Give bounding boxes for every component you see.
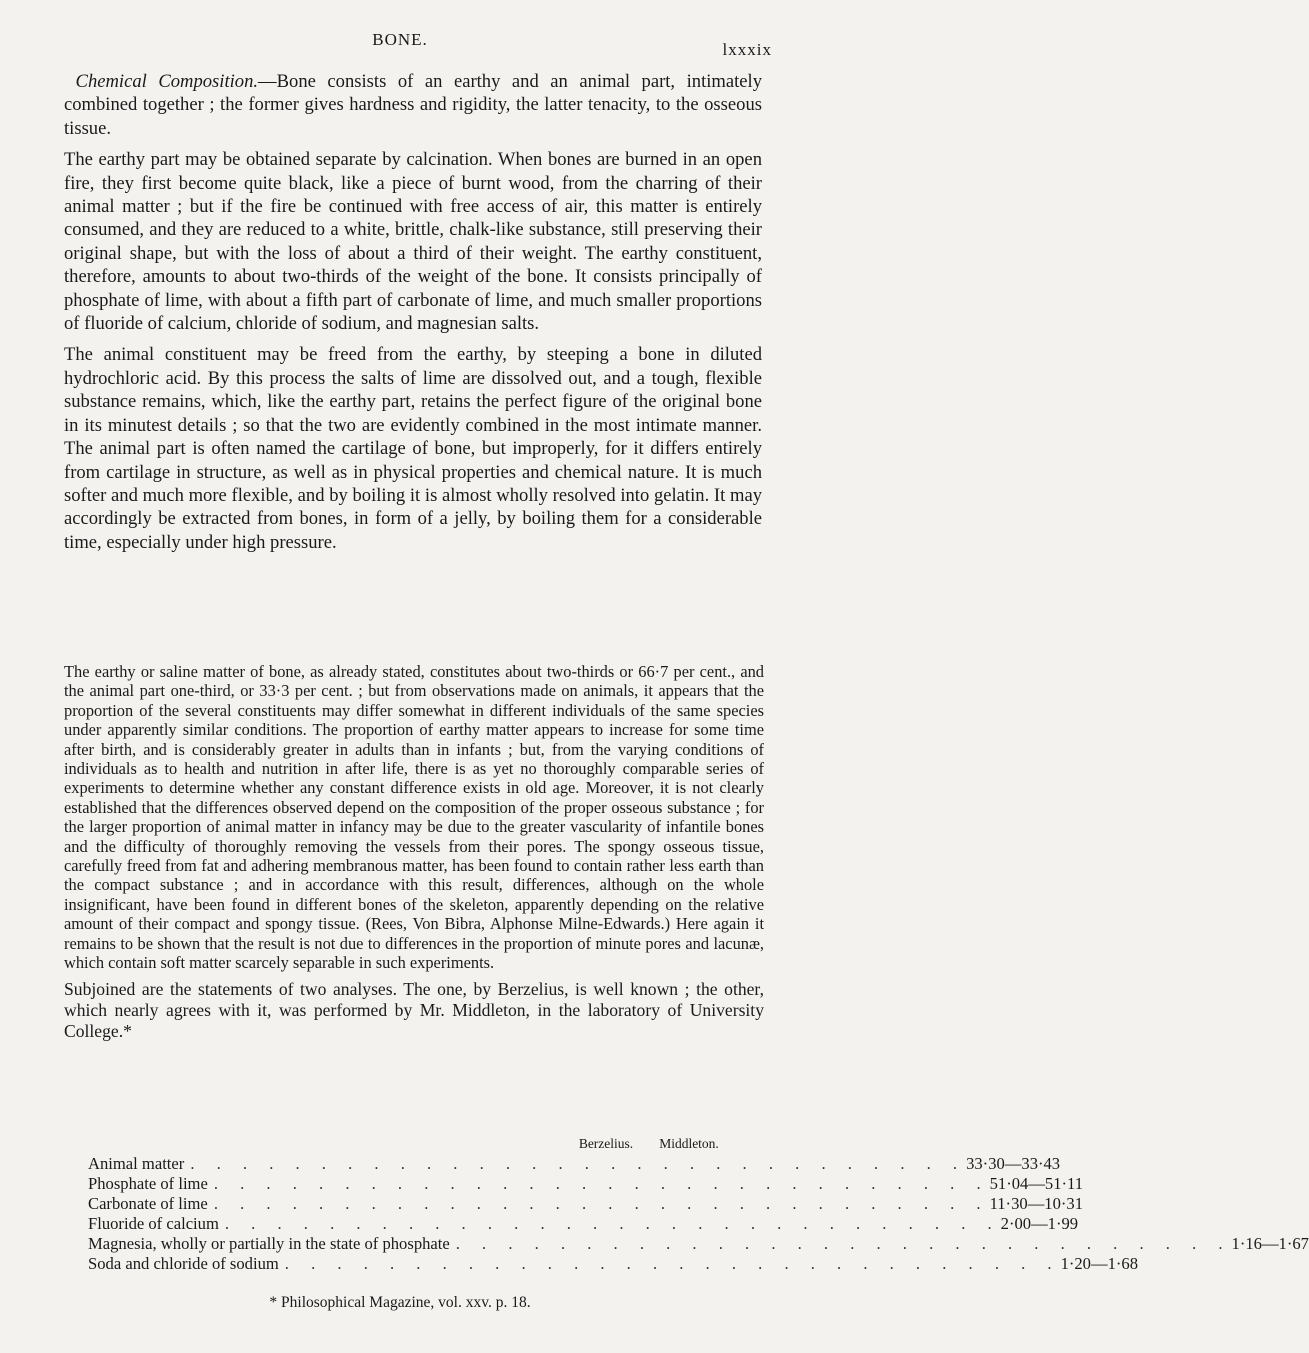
table-row xyxy=(88,1254,1138,1274)
analysis-table-header xyxy=(88,1136,732,1152)
analysis-table xyxy=(88,1136,1309,1274)
leader-dots: . . . . . . . . . . . . . . . . . . . . . . . . . . . . . . xyxy=(190,1154,967,1173)
leader-dots: . . . . . . . . . . . . . . . . . . . . . . . . . . . . . . xyxy=(213,1174,990,1193)
middleton-value: 10·31 xyxy=(1044,1194,1083,1213)
constituent-label: Fluoride of calcium xyxy=(88,1214,219,1233)
dash-separator: — xyxy=(1004,1154,1022,1173)
leader-dots: . . . . . . . . . . . . . . . . . . . . . . . . . . . . . . xyxy=(224,1214,1001,1233)
table-row xyxy=(88,1214,1079,1234)
constituent-label: Magnesia, wholly or partially in the state of phosphate xyxy=(88,1234,450,1253)
leader-dots: . . . . . . . . . . . . . . . . . . . . . . . . . . . . . . xyxy=(213,1194,990,1213)
paragraph-earthy-part: The earthy part may be obtained separate by calcination. When bones are burned in an open fire, they first become quite black, like a piece of burnt wood, from the charring of their animal matter ; but if the fire be continued with free access of air, this matter is entirely consumed, and they are reduced to a white, brittle, chalk-like substance, still preserving their original shape, but with the loss of about a third of their weight. The earthy constituent, therefore, amounts to about two-thirds of the weight of the bone. It consists principally of phosphate of lime, with about a fifth part of carbonate of lime, and much smaller proportions of fluoride of calcium, chloride of sodium, and magnesian salts. xyxy=(64,149,762,335)
constituent-label: Animal matter xyxy=(88,1154,185,1173)
column-header-middleton: Middleton. xyxy=(659,1136,719,1151)
berzelius-value: 1·20 xyxy=(1060,1254,1091,1273)
table-row xyxy=(88,1234,1309,1254)
dash-separator: — xyxy=(1031,1214,1048,1233)
running-head: BONE. xyxy=(372,30,428,49)
paragraph-intro-text: —Bone consists of an earthy and an animal part, intimately combined together ; the former gives hardness and rigidity, the latter tenacity, to the osseous tissue. xyxy=(64,71,762,139)
middleton-value: 33·43 xyxy=(1021,1154,1061,1173)
middleton-value: 51·11 xyxy=(1044,1174,1084,1193)
chemical-composition-section xyxy=(64,70,762,562)
berzelius-value: 51·04 xyxy=(989,1174,1029,1193)
dash-separator: — xyxy=(1090,1254,1108,1273)
table-row xyxy=(88,1154,1061,1174)
small-print-section xyxy=(64,662,764,1048)
dash-separator: — xyxy=(1261,1234,1279,1253)
constituent-label: Phosphate of lime xyxy=(88,1174,208,1193)
paragraph-saline-matter: The earthy or saline matter of bone, as already stated, constitutes about two-thirds or 66·7 per cent., and the animal part one-third, or 33·3 per cent. ; but from observations made on animals, it appears that the proportion of the several constituents may differ somewhat in different individuals of the same species under apparently similar conditions. The proportion of earthy matter appears to increase for some time after birth, and is considerably greater in adults than in infants ; but, from the varying conditions of individuals as to health and nutrition in after life, there is as yet no thoroughly comparable series of experiments to determine whether any constant difference exists in old age. Moreover, it is not clearly established that the differences observed depend on the composition of the proper osseous substance ; for the larger proportion of animal matter in infancy may be due to the greater vascularity of infantile bones and the difficulty of thoroughly removing the vessels from their pores. The spongy osseous tissue, carefully freed from fat and adhering membranous matter, has been found to contain rather less earth than the compact substance ; and in accordance with this result, differences, although on the whole insignificant, have been found in different bones of the skeleton, apparently depending on the relative amount of their compact and spongy tissue. (Rees, Von Bibra, Alphonse Milne-Edwards.) Here again it remains to be shown that the result is not due to differences in the proportion of minute pores and lacunæ, which contain soft matter scarcely separable in such experiments. xyxy=(64,662,764,973)
paragraph-intro xyxy=(64,70,762,140)
berzelius-value: 1·16 xyxy=(1231,1234,1262,1253)
analysis-table-body xyxy=(88,1154,1309,1274)
paragraph-animal-part: The animal constituent may be freed from the earthy, by steeping a bone in diluted hydrochloric acid. By this process the salts of lime are dissolved out, and a tough, flexible substance remains, which, like the earthy part, retains the perfect figure of the original bone in its minutest details ; so that the two are evidently combined in the most intimate manner. The animal part is often named the cartilage of bone, but improperly, for it differs entirely from cartilage in structure, as well as in physical properties and chemical nature. It is much softer and much more flexible, and by boiling it is almost wholly resolved into gelatin. It may accordingly be extracted from bones, in form of a jelly, by boiling them for a considerable time, especially under high pressure. xyxy=(64,344,762,553)
footnote: * Philosophical Magazine, vol. xxv. p. 18. xyxy=(269,1294,531,1311)
leader-dots: . . . . . . . . . . . . . . . . . . . . . . . . . . . . . . xyxy=(284,1254,1061,1273)
table-row xyxy=(88,1194,1083,1214)
table-row xyxy=(88,1174,1084,1194)
constituent-label: Carbonate of lime xyxy=(88,1194,208,1213)
berzelius-value: 33·30 xyxy=(966,1154,1005,1173)
middleton-value: 1·99 xyxy=(1047,1214,1079,1233)
dash-separator: — xyxy=(1027,1194,1045,1213)
constituent-label: Soda and chloride of sodium xyxy=(88,1254,279,1273)
paragraph-analyses-intro: Subjoined are the statements of two analyses. The one, by Berzelius, is well known ; the other, which nearly agrees with it, was performed by Mr. Middleton, in the laboratory of University College.* xyxy=(64,978,764,1041)
page-number: lxxxix xyxy=(722,40,772,59)
middleton-value: 1·67 xyxy=(1278,1234,1309,1253)
leader-dots: . . . . . . . . . . . . . . . . . . . . . . . . . . . . . . xyxy=(455,1234,1232,1253)
dash-separator: — xyxy=(1028,1174,1045,1193)
section-heading: Chemical Composition. xyxy=(75,71,259,92)
middleton-value: 1·68 xyxy=(1107,1254,1138,1273)
column-header-berzelius: Berzelius. xyxy=(578,1136,634,1151)
berzelius-value: 2·00 xyxy=(1000,1214,1032,1233)
berzelius-value: 11·30 xyxy=(989,1194,1028,1213)
